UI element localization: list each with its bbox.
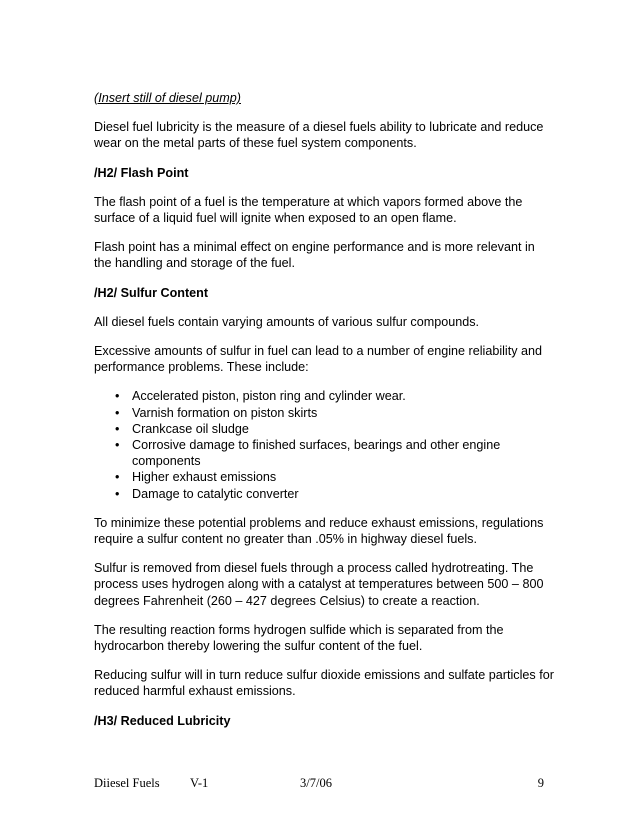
list-item-text: Accelerated piston, piston ring and cylinder wear. xyxy=(132,389,406,404)
sulfur-paragraph-3: To minimize these potential problems and reduce exhaust emissions, regulations require a sulfur content no greater than .05% in highway diesel fuels. xyxy=(94,515,544,547)
list-item xyxy=(115,469,554,485)
list-item xyxy=(115,388,554,404)
insert-image-note: (Insert still of diesel pump) xyxy=(94,91,241,105)
sulfur-paragraph-5: The resulting reaction forms hydrogen sulfide which is separated from the hydrocarbon thereby lowering the sulfur content of the fuel. xyxy=(94,622,504,654)
bullet-icon: • xyxy=(115,421,120,436)
footer-title: Diiesel Fuels xyxy=(94,776,160,790)
sulfur-paragraph-2: Excessive amounts of sulfur in fuel can lead to a number of engine reliability and performance problems. These include: xyxy=(94,344,543,375)
bullet-icon: • xyxy=(115,470,120,485)
list-item-text: Corrosive damage to finished surfaces, bearings and other engine components xyxy=(132,438,501,469)
list-item-text: Damage to catalytic converter xyxy=(132,486,299,501)
list-item-text: Higher exhaust emissions xyxy=(132,470,277,485)
lubricity-paragraph: Diesel fuel lubricity is the measure of a diesel fuels ability to lubricate and reduce wear on the metal parts of these fuel system components. xyxy=(94,120,544,151)
footer-version: V-1 xyxy=(190,776,209,790)
list-item xyxy=(115,486,554,502)
sulfur-paragraph-1: All diesel fuels contain varying amounts of various sulfur compounds. xyxy=(94,314,480,329)
sulfur-problems-list xyxy=(94,388,554,501)
list-item-text: Crankcase oil sludge xyxy=(132,421,249,436)
list-item xyxy=(115,421,554,437)
list-item xyxy=(115,437,554,469)
flash-point-heading: /H2/ Flash Point xyxy=(94,165,189,180)
bullet-icon: • xyxy=(115,405,120,420)
footer-page-number: 9 xyxy=(537,776,544,790)
reduced-lubricity-heading: /H3/ Reduced Lubricity xyxy=(94,713,231,728)
flash-point-paragraph-1: The flash point of a fuel is the temperature at which vapors formed above the surface of a liquid fuel will ignite when exposed to an open flame. xyxy=(94,194,523,226)
bullet-icon: • xyxy=(115,438,120,453)
list-item xyxy=(115,405,554,421)
page-footer xyxy=(94,776,544,792)
document-body xyxy=(94,90,554,742)
flash-point-paragraph-2: Flash point has a minimal effect on engine performance and is more relevant in the handling and storage of the fuel. xyxy=(94,240,535,271)
sulfur-paragraph-4: Sulfur is removed from diesel fuels through a process called hydrotreating. The process uses hydrogen along with a catalyst at temperatures between 500 – 800 degrees Fahrenheit (260 – 427 degrees Celsius) to create a reaction. xyxy=(94,561,544,608)
sulfur-content-heading: /H2/ Sulfur Content xyxy=(94,285,209,300)
footer-date: 3/7/06 xyxy=(300,776,332,790)
bullet-icon: • xyxy=(115,389,120,404)
bullet-icon: • xyxy=(115,486,120,501)
sulfur-paragraph-6: Reducing sulfur will in turn reduce sulfur dioxide emissions and sulfate particles for reduced harmful exhaust emissions. xyxy=(94,668,554,699)
list-item-text: Varnish formation on piston skirts xyxy=(132,405,318,420)
